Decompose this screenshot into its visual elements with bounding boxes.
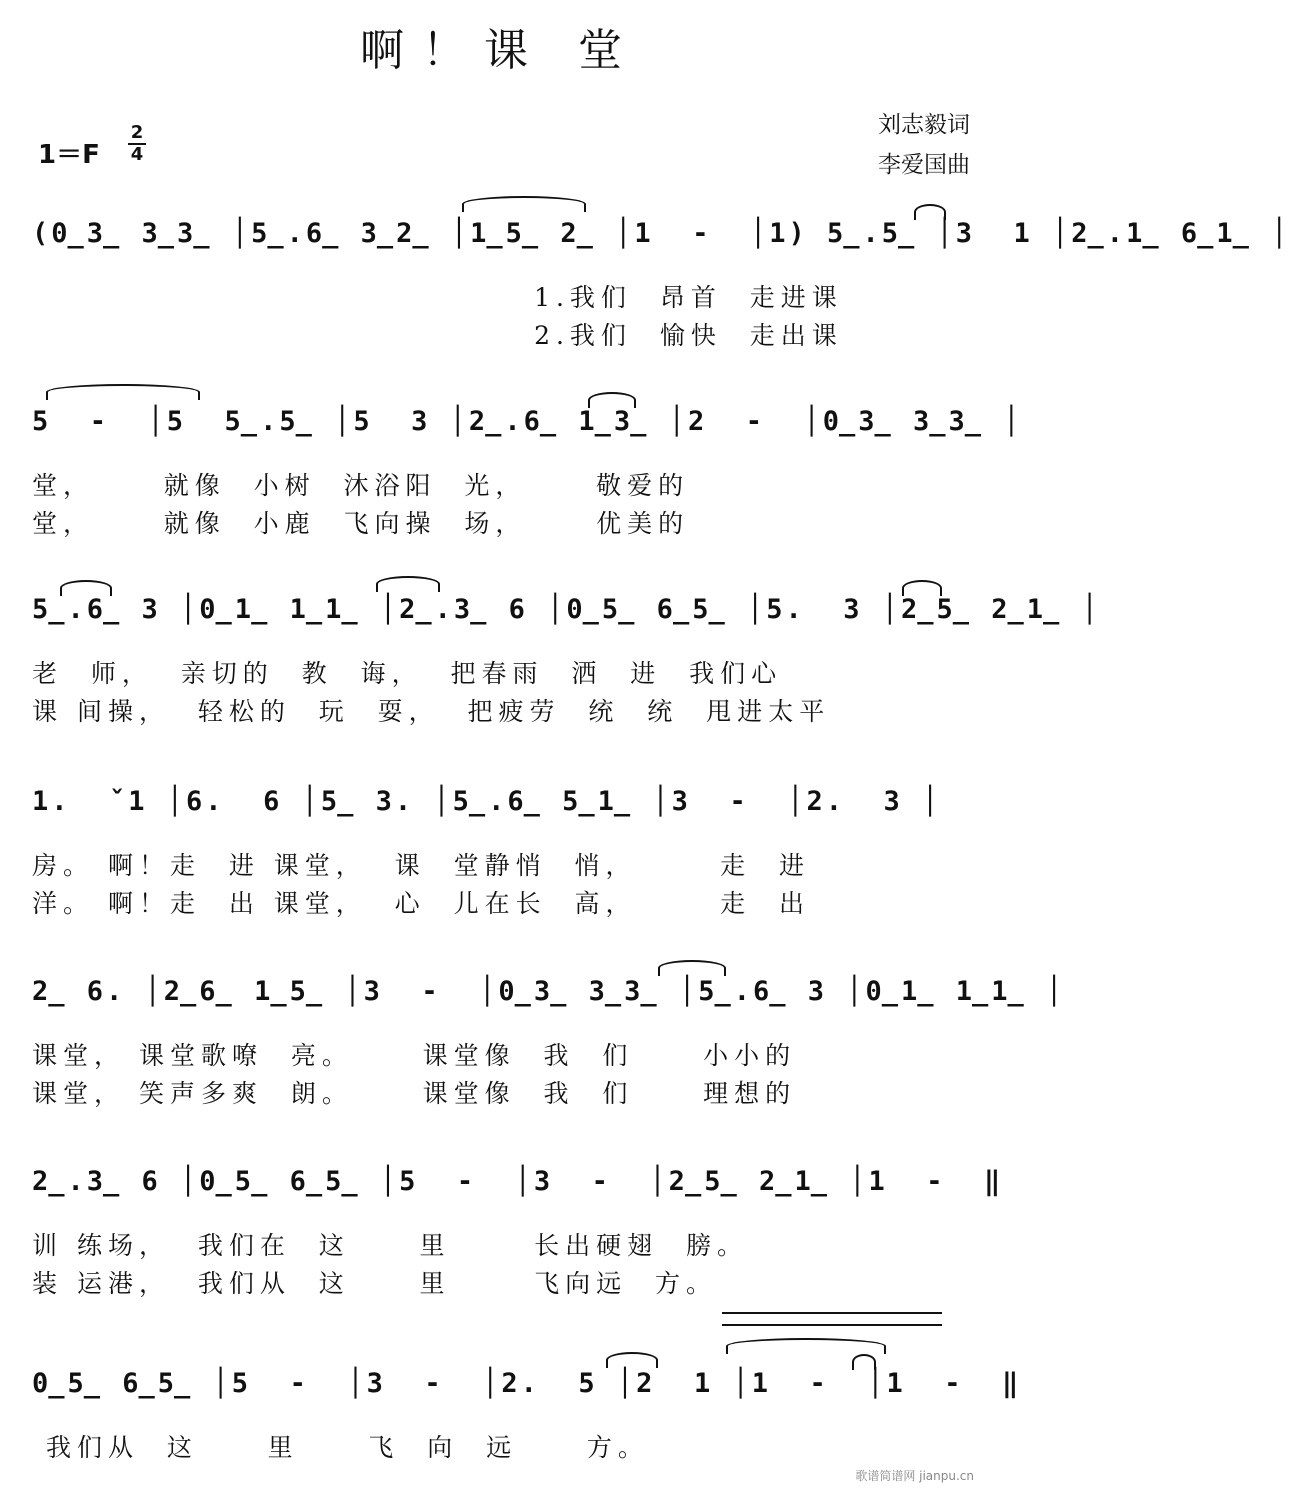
slur	[606, 1352, 658, 1368]
lyrics-verse1-line-3: 老 师， 亲切的 教 诲， 把春雨 洒 进 我们心	[32, 659, 783, 688]
notes-line-6: 2̲.3̲ 6 │0̲5̲ 6̲5̲ │5 - │3 - │2̲5̲ 2̲1̲ │1 - ‖	[32, 1166, 1004, 1197]
notes-line-2: 5 - │5 5̲.5̲ │5 3 │2̲.6̲ 1̲3̲ │2 - │0̲3̲ 3̲3̲ │	[32, 406, 1023, 437]
slur	[376, 576, 440, 592]
lyrics-verse1-line-2: 堂， 就像 小树 沐浴阳 光， 敬爱的	[32, 471, 690, 500]
slur	[726, 1338, 886, 1354]
notes-line-1: (0̲3̲ 3̲3̲ │5̲.6̲ 3̲2̲ │1̲5̲ 2̲ │1 - │1) 5̲.5̲ │3 1 │2̲.1̲ 6̲1̲ │	[32, 218, 1290, 249]
time-signature-top: 2	[130, 122, 144, 143]
time-signature-bottom: 4	[130, 144, 144, 165]
key-signature: 1＝F	[38, 140, 100, 170]
slur	[658, 960, 726, 976]
lyrics-verse1-line-6: 训 练场， 我们在 这 里 长出硬翅 膀。	[32, 1231, 749, 1260]
lyricist-credit: 刘志毅词	[878, 112, 970, 138]
crescendo-mark	[722, 1312, 942, 1326]
notes-line-5: 2̲ 6. │2̲6̲ 1̲5̲ │3 - │0̲3̲ 3̲3̲ │5̲.6̲ 3 │0̲1̲ 1̲1̲ │	[32, 976, 1066, 1007]
notes-line-3: 5̲.6̲ 3 │0̲1̲ 1̲1̲ │2̲.3̲ 6 │0̲5̲ 6̲5̲ │5. 3 │2̲5̲ 2̲1̲ │	[32, 594, 1101, 625]
lyrics-line-7: 我们从 这 里 飞 向 远 方。	[32, 1433, 649, 1462]
watermark-footer: 歌谱简谱网 jianpu.cn	[855, 1469, 974, 1483]
time-signature	[128, 124, 146, 164]
composer-credit: 李爱国曲	[878, 152, 970, 178]
slur	[914, 204, 946, 220]
notes-line-7: 0̲5̲ 6̲5̲ │5 - │3 - │2. 5 │2 1 │1 - │1 - ‖	[32, 1368, 1022, 1399]
notes-line-4: 1. ˇ1 │6. 6 │5̲ 3. │5̲.6̲ 5̲1̲ │3 - │2. 3 │	[32, 786, 942, 817]
slur	[60, 580, 112, 596]
lyrics-verse1-line-1: 1.我们 昂首 走进课	[32, 283, 843, 312]
slur	[46, 384, 200, 400]
slur	[588, 392, 636, 408]
slur	[462, 196, 586, 212]
lyrics-verse2-line-6: 装 运港， 我们从 这 里 飞向远 方。	[32, 1269, 718, 1298]
lyrics-verse2-line-4: 洋。 啊！走 出 课堂， 心 儿在长 高， 走 出	[32, 889, 811, 918]
lyrics-verse2-line-5: 课堂， 笑声多爽 朗。 课堂像 我 们 理想的	[32, 1079, 797, 1108]
lyrics-verse2-line-1: 2.我们 愉快 走出课	[32, 321, 843, 350]
lyrics-verse1-line-4: 房。 啊！走 进 课堂， 课 堂静悄 悄， 走 进	[32, 851, 811, 880]
lyrics-verse1-line-5: 课堂， 课堂歌嘹 亮。 课堂像 我 们 小小的	[32, 1041, 797, 1070]
fermata	[852, 1354, 876, 1370]
lyrics-verse2-line-3: 课 间操， 轻松的 玩 耍， 把疲劳 统 统 甩进太平	[32, 697, 831, 726]
song-title: 啊！课 堂	[360, 25, 640, 76]
slur	[902, 580, 942, 596]
lyrics-verse2-line-2: 堂， 就像 小鹿 飞向操 场， 优美的	[32, 509, 690, 538]
